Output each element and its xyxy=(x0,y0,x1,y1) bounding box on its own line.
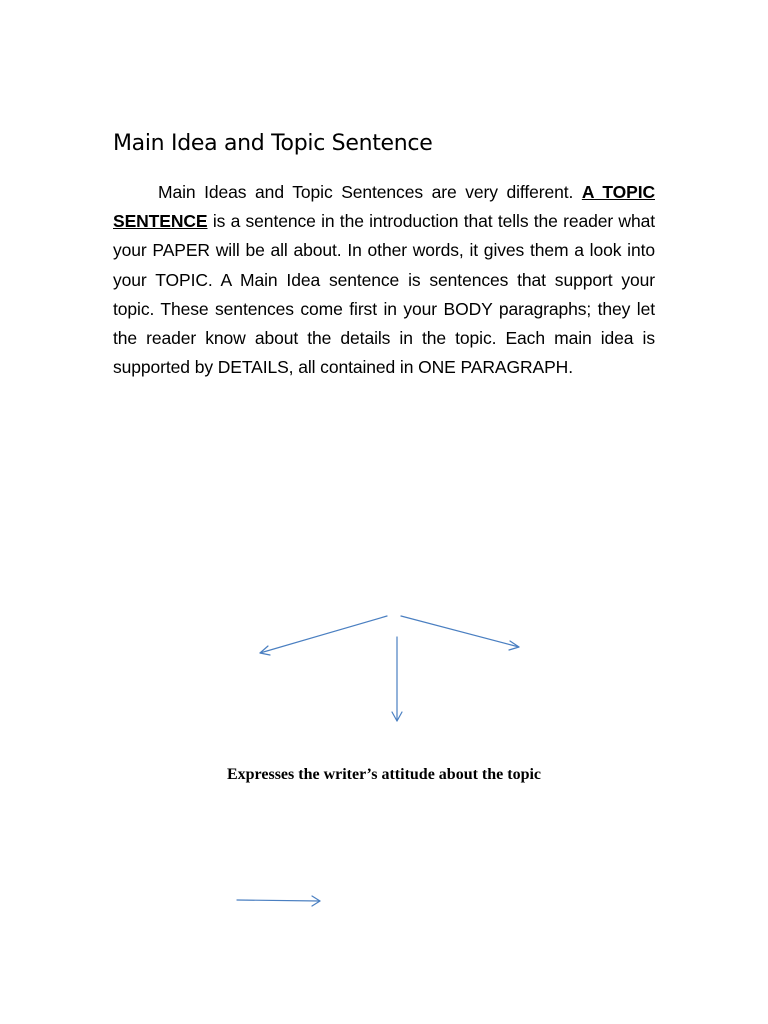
page-title: Main Idea and Topic Sentence xyxy=(113,131,433,156)
diagram-caption: Expresses the writer’s attitude about the topic xyxy=(226,766,542,783)
arrow-right-icon xyxy=(401,616,519,650)
paragraph-body: is a sentence in the introduction that tells the reader what your PAPER will be all about. In other words, it gives them a look into your TOPIC. A Main Idea sentence is sentences that support your topic. These sentences come first in your BODY paragraphs; they let the reader know about the details in the topic. Each main idea is supported by DETAILS, all contained in ONE PARAGRAPH. xyxy=(113,211,655,378)
arrow-left-icon xyxy=(260,616,387,655)
arrow-bottom-right-icon xyxy=(237,896,320,906)
arrow-down-icon xyxy=(392,637,402,721)
topic-sentence-emphasis: A TOPIC SENTENCE xyxy=(113,182,655,232)
paragraph-intro: Main Ideas and Topic Sentences are very different. xyxy=(158,182,582,202)
